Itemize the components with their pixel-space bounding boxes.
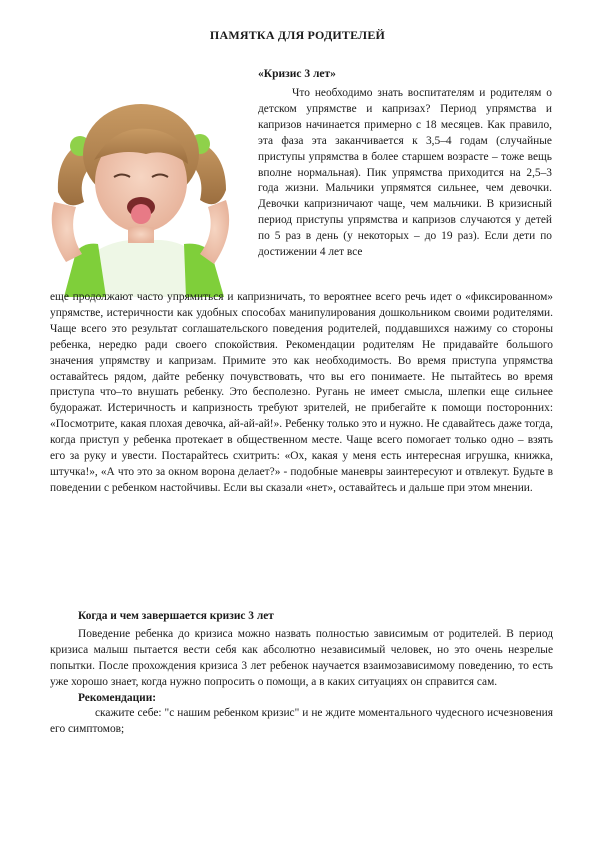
recommendation-item: скажите себе: "с нашим ребенком кризис" и не ждите моментального чудесного исчезновения его симптомов; bbox=[50, 707, 553, 736]
section-2 bbox=[50, 609, 553, 738]
page-title: ПАМЯТКА ДЛЯ РОДИТЕЛЕЙ bbox=[209, 28, 386, 42]
intro-paragraph: Что необходимо знать воспитателям и родителям о детском упрямстве и капризах? Период упрямства и капризов начинается примерно с 18 месяцев. Как правило, эта фаза эта заканчивается к 3,5–4 годам (случайные приступы упрямства в более старшем возрасте – тоже вещь вполне нормальная). Пик упрямства приходится на 2,5–3 года жизни. Мальчики упрямятся сильнее, чем девочки. Девочки капризничают чаще, чем мальчики. В кризисный период приступы упрямства и капризов случаются у детей по 5 раз в день (у некоторых – до 19 раз). Если дети по достижении 4 лет все bbox=[258, 87, 552, 259]
section-2-heading: Когда и чем завершается кризис 3 лет bbox=[78, 610, 274, 622]
intro-column bbox=[258, 86, 552, 261]
recommendations-heading: Рекомендации: bbox=[78, 691, 157, 704]
continuation-paragraph: еще продолжают часто упрямиться и капризничать, то вероятнее всего речь идет о «фиксированном» упрямстве, истеричности как удобных способах манипулирования дошкольником своими родителями. Чаще всего это результат соглашательского поведения родителей, поддавшихся нажиму со стороны ребенка, нередко ради своего спокойствия. Рекомендации родителям Не придавайте большого значения упрямству и капризам. Примите это как необходимость. Во время приступа упрямства оставайтесь рядом, дайте ребенку почувствовать, что вы его понимаете. Не пытайтесь во время приступа что–то внушать ребенку. Это бесполезно. Ругань не имеет смысла, шлепки еще сильнее будоражат. Истеричность и капризность требуют зрителей, не прибегайте к помощи посторонних: «Посмотрите, какая плохая девочка, ай-ай-ай!». Ребенку только это и нужно. Не сдавайтесь даже тогда, когда приступ у ребенка протекает в общественном месте. Чаще всего помогает только одно – взять его за руку и увести. Постарайтесь схитрить: «Ох, какая у меня есть интересная игрушка, книжка, штучка!», «А что это за окном ворона делает?» - подобные маневры заинтересуют и отвлекут. Будьте в поведении с ребенком настойчивы. Если вы сказали «нет», оставайтесь и дальше при этом мнении. bbox=[50, 291, 553, 494]
girl-with-pigtails-photo-icon bbox=[36, 82, 246, 297]
subtitle: «Кризис 3 лет» bbox=[258, 68, 336, 80]
section-2-body: Поведение ребенка до кризиса можно назвать полностью зависимым от родителей. В период кризиса малыш пытается вести себя как абсолютно независимый человек, но это очень незрелые попытки. После прохождения кризиса 3 лет ребенок научается взаимозависимому поведению, то есть уже хорошо знает, когда нужно попросить о помощи, а в каких ситуациях он справится сам. bbox=[50, 627, 553, 688]
girl-photo bbox=[36, 82, 246, 297]
continuation-block bbox=[50, 290, 553, 497]
